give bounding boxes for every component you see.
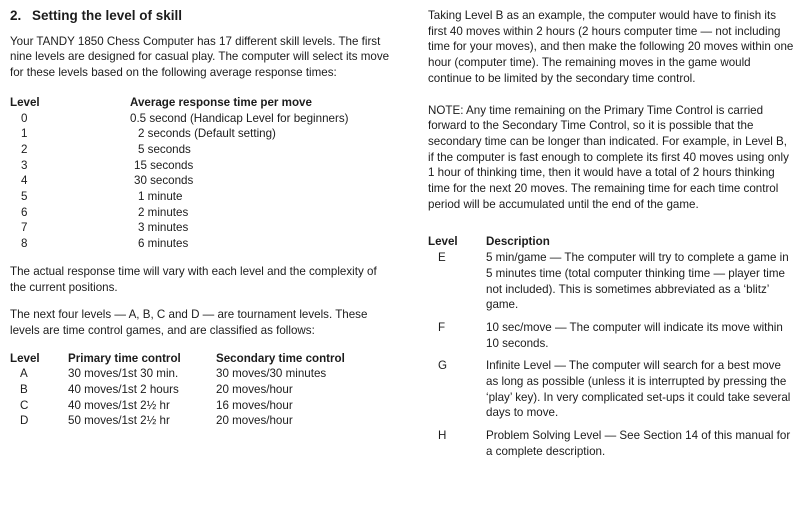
special-header-level: Level — [428, 235, 458, 249]
table-row — [10, 382, 390, 398]
secondary-cell: 20 moves/hour — [216, 383, 293, 397]
table-row — [10, 142, 390, 158]
level-cell: F — [438, 320, 446, 334]
tournament-table — [10, 351, 390, 430]
levels-table-header — [10, 95, 390, 111]
level-cell: H — [438, 429, 447, 443]
response-cell: 6 minutes — [138, 237, 189, 251]
list-item — [428, 250, 794, 313]
response-cell: 1 minute — [138, 190, 183, 204]
left-column — [10, 8, 390, 429]
primary-cell: 50 moves/1st 2½ hr — [68, 414, 170, 428]
response-cell: 15 seconds — [134, 158, 194, 172]
section-number: 2. — [10, 8, 22, 23]
level-cell: 1 — [21, 127, 28, 141]
level-cell: 2 — [21, 142, 28, 156]
secondary-cell: 30 moves/30 minutes — [216, 367, 327, 381]
levels-header-level: Level — [10, 95, 40, 109]
table-row — [10, 158, 390, 174]
level-cell: E — [438, 251, 446, 265]
response-cell: 0.5 second (Handicap Level for beginners) — [130, 111, 349, 125]
level-cell: C — [20, 398, 29, 412]
level-cell: B — [20, 383, 28, 397]
section-title: Setting the level of skill — [32, 8, 183, 23]
level-cell: 7 — [21, 221, 28, 235]
special-levels-table — [428, 234, 794, 459]
table-row — [10, 413, 390, 429]
right-column — [428, 8, 794, 467]
response-cell: 30 seconds — [134, 174, 194, 188]
table-row — [10, 366, 390, 382]
table-row — [10, 173, 390, 189]
secondary-cell: 16 moves/hour — [216, 398, 293, 412]
response-cell: 2 minutes — [138, 205, 189, 219]
table-row — [10, 236, 390, 252]
primary-cell: 30 moves/1st 30 min. — [68, 367, 179, 381]
description-cell: Problem Solving Level — See Section 14 of this manual for a complete description. — [486, 429, 791, 458]
list-item — [428, 358, 794, 421]
section-heading — [10, 8, 390, 24]
tournament-paragraph: The next four levels — A, B, C and D — are tournament levels. These levels are time control games, and are classified as follows: — [10, 308, 368, 337]
intro-paragraph: Your TANDY 1850 Chess Computer has 17 different skill levels. The first nine levels are designed for casual play. The computer will select its move for these levels based on the following average response times: — [10, 34, 390, 80]
level-cell: D — [20, 414, 29, 428]
level-cell: 3 — [21, 158, 28, 172]
list-item — [428, 320, 794, 351]
level-cell: 5 — [21, 190, 28, 204]
actual-response-paragraph: The actual response time will vary with each level and the complexity of the current positions. — [10, 264, 377, 294]
level-cell: 0 — [21, 111, 28, 125]
special-header-description: Description — [486, 235, 550, 249]
primary-cell: 40 moves/1st 2½ hr — [68, 398, 170, 412]
levels-header-response: Average response time per move — [130, 95, 312, 109]
secondary-cell: 20 moves/hour — [216, 414, 293, 428]
table-row — [10, 111, 390, 127]
level-cell: 6 — [21, 205, 28, 219]
levels-table — [10, 95, 390, 252]
table-row — [10, 205, 390, 221]
description-cell: Infinite Level — The computer will search for a best move as long as possible (unless it is interrupted by pressing the ‘play’ key). In very complicated set-ups it could take several days to move. — [486, 359, 791, 420]
example-paragraph: Taking Level B as an example, the computer would have to finish its first 40 moves within 2 hours (2 hours computer time — not including time for your moves), and then make the following 20 moves within one hour (computer time). The remaining moves in the game would continue to be limited by the secondary time control. — [428, 9, 794, 85]
response-cell: 5 seconds — [138, 142, 191, 156]
level-cell: 8 — [21, 237, 28, 251]
table-row — [10, 220, 390, 236]
level-cell: A — [20, 367, 28, 381]
tournament-header-secondary: Secondary time control — [216, 351, 345, 365]
level-cell: G — [438, 359, 448, 373]
response-cell: 3 minutes — [138, 221, 189, 235]
table-row — [10, 189, 390, 205]
tournament-header-level: Level — [10, 351, 40, 365]
description-cell: 5 min/game — The computer will try to complete a game in 5 minutes time (total computer thinking time — player time not included). This is sometimes abbreviated as a ‘blitz’ game. — [486, 251, 789, 312]
description-cell: 10 sec/move — The computer will indicate its move within 10 seconds. — [486, 320, 783, 350]
table-row — [10, 126, 390, 142]
list-item — [428, 428, 794, 459]
tournament-table-header — [10, 351, 390, 367]
response-cell: 2 seconds (Default setting) — [138, 127, 276, 141]
table-row — [10, 398, 390, 414]
tournament-header-primary: Primary time control — [68, 351, 181, 365]
level-cell: 4 — [21, 174, 28, 188]
note-paragraph: NOTE: Any time remaining on the Primary Time Control is carried forward to the Secondary Time Control, so it is possible that the secondary time can be longer than indicated. For example, in Level B, if the computer is fast enough to complete its first 40 moves using only 1 hour of thinking time, then it would have a total of 2 hours thinking time for the next 20 moves. The remaining time for each time control period will be accumulated until the end of the game. — [428, 103, 789, 211]
special-table-header — [428, 234, 794, 250]
primary-cell: 40 moves/1st 2 hours — [68, 383, 179, 397]
